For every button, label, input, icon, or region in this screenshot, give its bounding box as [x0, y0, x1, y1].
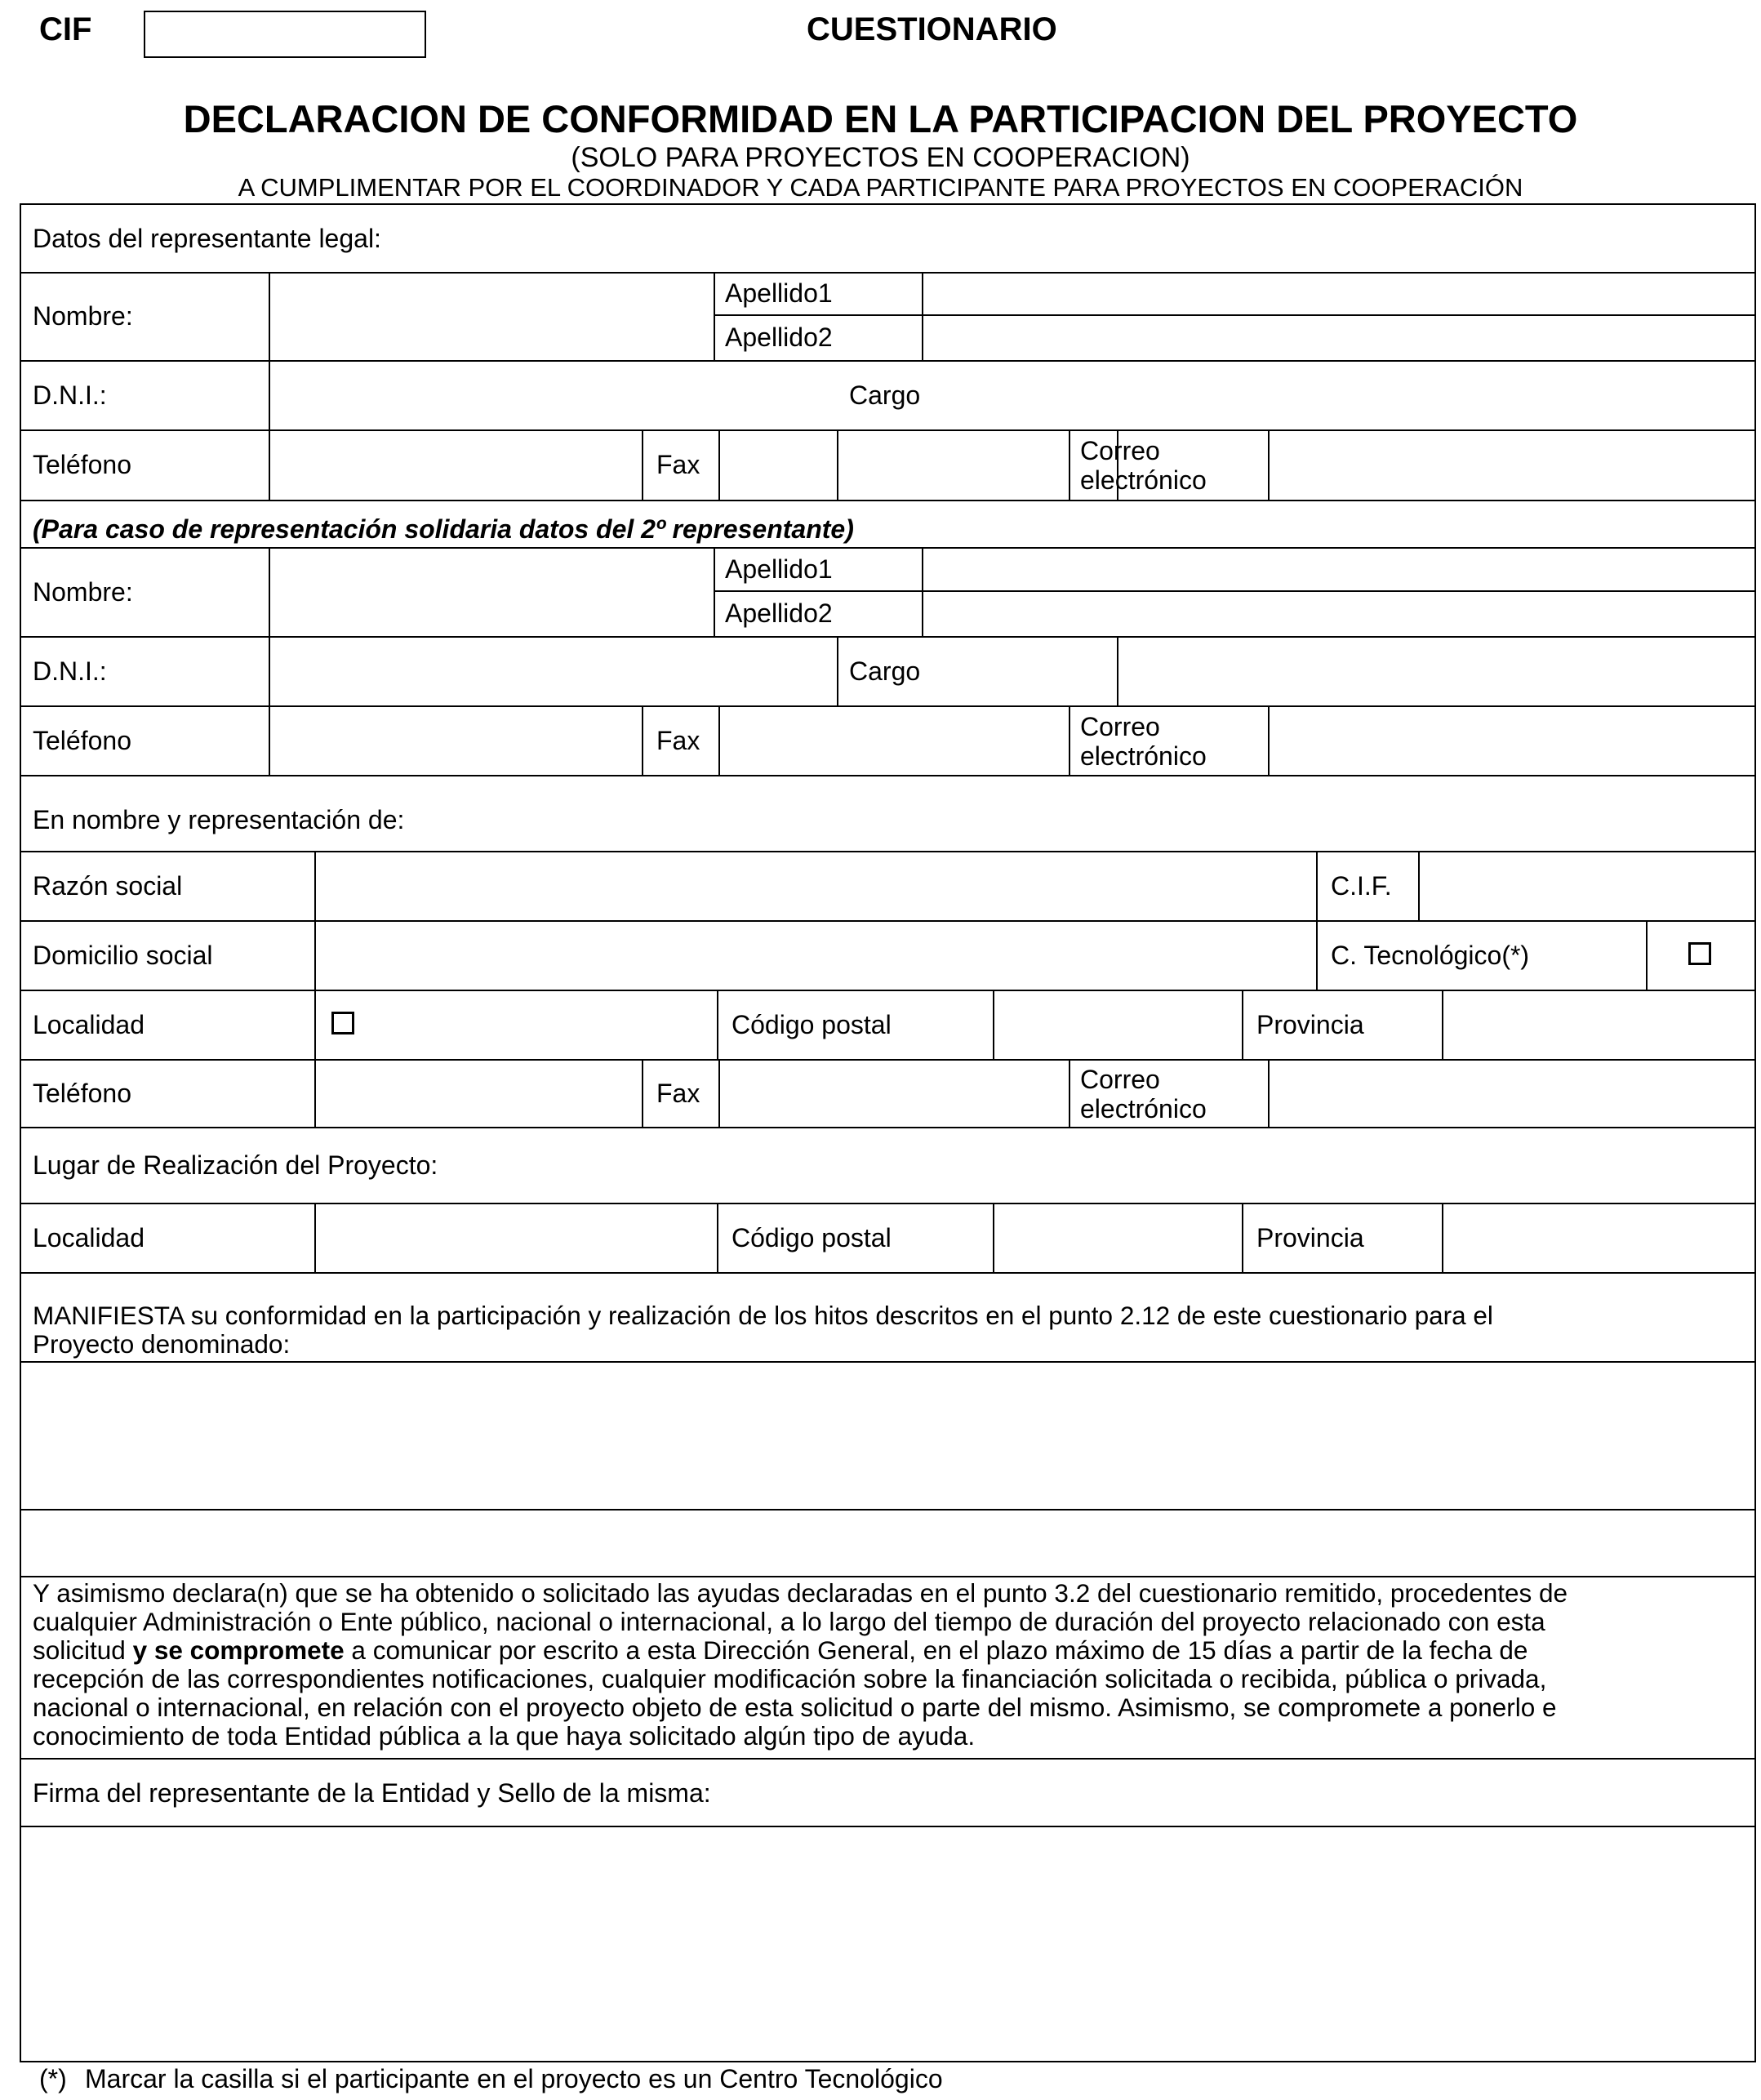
declaration-line-3 — [33, 1636, 1568, 1665]
c-tecnologico-checkbox[interactable] — [1688, 942, 1711, 965]
localidad-label: Localidad — [33, 1010, 145, 1039]
entity-correo-label-line2: electrónico — [1080, 1094, 1207, 1123]
location-codigo-postal-label: Código postal — [732, 1223, 892, 1252]
footnote-marker: (*) — [39, 2064, 67, 2093]
entity-cif-label: C.I.F. — [1331, 871, 1392, 901]
provincia-input[interactable] — [1443, 991, 1754, 1059]
cargo-input[interactable] — [1118, 362, 1754, 429]
cif-input[interactable] — [144, 11, 426, 58]
localidad-checkbox[interactable] — [331, 1012, 354, 1034]
second-correo-label-line2: electrónico — [1080, 741, 1207, 771]
second-cargo-input[interactable] — [1118, 638, 1754, 705]
location-codigo-postal-input[interactable] — [994, 1204, 1242, 1272]
signature-label: Firma del representante de la Entidad y Sello de la misma: — [33, 1778, 711, 1808]
location-localidad-label: Localidad — [33, 1223, 145, 1252]
email-input[interactable] — [1270, 431, 1754, 500]
declaration-line-6: conocimiento de toda Entidad pública a la que haya solicitado algún tipo de ayuda. — [33, 1721, 976, 1751]
second-apellido2-input[interactable] — [923, 592, 1754, 636]
codigo-postal-label: Código postal — [732, 1010, 892, 1039]
domicilio-social-label: Domicilio social — [33, 941, 213, 970]
c-tecnologico-label: C. Tecnológico(*) — [1331, 941, 1530, 970]
entity-section-label: En nombre y representación de: — [33, 805, 405, 834]
entity-telefono-input[interactable] — [316, 1061, 642, 1127]
signature-area[interactable] — [21, 1827, 1754, 2061]
manifiesta-text — [33, 1301, 1493, 1359]
correo-label-line2: electrónico — [1080, 465, 1207, 495]
cif-label: CIF — [39, 11, 92, 47]
declaration-line-4: recepción de las correspondientes notificaciones, cualquier modificación sobre la financiación solicitada o recibida, pública o privada, — [33, 1664, 1547, 1693]
page-subtitle: (SOLO PARA PROYECTOS EN COOPERACION) — [571, 142, 1190, 173]
provincia-label: Provincia — [1256, 1010, 1364, 1039]
cargo-label: Cargo — [849, 380, 921, 410]
page-instruction: A CUMPLIMENTAR POR EL COORDINADOR Y CADA PARTICIPANTE PARA PROYECTOS EN COOPERACIÓN — [238, 173, 1523, 202]
second-telefono-input[interactable] — [270, 707, 642, 775]
second-fax-label: Fax — [656, 726, 700, 755]
domicilio-social-input[interactable] — [316, 922, 1316, 990]
legal-rep-section-label: Datos del representante legal: — [33, 224, 381, 253]
codigo-postal-input[interactable] — [994, 991, 1242, 1059]
declaration-commitment: y se compromete — [132, 1635, 345, 1665]
doc-type-title: CUESTIONARIO — [807, 11, 1057, 47]
second-dni-input[interactable] — [270, 638, 837, 705]
entity-correo-label-line1: Correo — [1080, 1065, 1160, 1094]
apellido2-label: Apellido2 — [725, 323, 833, 352]
apellido2-input[interactable] — [923, 316, 1754, 360]
second-telefono-label: Teléfono — [33, 726, 131, 755]
location-localidad-input[interactable] — [316, 1204, 717, 1272]
razon-social-input[interactable] — [316, 852, 1316, 920]
declaration-text — [33, 1579, 1568, 1751]
apellido1-label: Apellido1 — [725, 278, 833, 308]
location-provincia-input[interactable] — [1443, 1204, 1754, 1272]
page-title: DECLARACION DE CONFORMIDAD EN LA PARTICIPACION DEL PROYECTO — [183, 97, 1578, 140]
declaration-line-2: cualquier Administración o Ente público, nacional o internacional, a lo largo del tiempo de duración del proyecto relacionado con esta — [33, 1607, 1545, 1636]
second-email-input[interactable] — [1270, 707, 1754, 775]
second-rep-section-label: (Para caso de representación solidaria datos del 2º representante) — [33, 514, 854, 544]
telefono-label: Teléfono — [33, 450, 131, 479]
apellido1-input[interactable] — [923, 274, 1754, 314]
nombre-label: Nombre: — [33, 301, 133, 331]
declaration-line-5: nacional o internacional, en relación con el proyecto objeto de esta solicitud o parte del mismo. Asimismo, se compromete a ponerlo e — [33, 1693, 1557, 1722]
declaration-line-3-pre: solicitud — [33, 1635, 133, 1665]
fax-label: Fax — [656, 450, 700, 479]
second-nombre-label: Nombre: — [33, 577, 133, 607]
second-apellido1-input[interactable] — [923, 549, 1754, 590]
footnote-text: Marcar la casilla si el participante en el proyecto es un Centro Tecnológico — [85, 2064, 943, 2093]
dni-label: D.N.I.: — [33, 380, 107, 410]
fax-input[interactable] — [720, 431, 1069, 500]
second-fax-input[interactable] — [720, 707, 1069, 775]
project-name-extra-input[interactable] — [21, 1510, 1754, 1576]
second-apellido2-label: Apellido2 — [725, 598, 833, 628]
location-provincia-label: Provincia — [1256, 1223, 1364, 1252]
entity-telefono-label: Teléfono — [33, 1079, 131, 1108]
declaration-line-1: Y asimismo declara(n) que se ha obtenido o solicitado las ayudas declaradas en el punto 3.2 del cuestionario remitido, procedentes de — [33, 1578, 1568, 1608]
manifiesta-line-1: MANIFIESTA su conformidad en la participación y realización de los hitos descritos en el punto 2.12 de este cuestionario para el — [33, 1301, 1493, 1330]
entity-cif-input[interactable] — [1420, 852, 1754, 920]
entity-fax-label: Fax — [656, 1079, 700, 1108]
declaration-line-3-post: a comunicar por escrito a esta Dirección General, en el plazo máximo de 15 días a partir de la fecha de — [344, 1635, 1528, 1665]
second-dni-label: D.N.I.: — [33, 656, 107, 686]
second-correo-label-line1: Correo — [1080, 712, 1160, 741]
project-name-input[interactable] — [21, 1363, 1754, 1509]
correo-label-line1: Correo — [1080, 436, 1160, 465]
second-cargo-label: Cargo — [849, 656, 921, 686]
localidad-input[interactable] — [363, 991, 717, 1059]
manifiesta-line-2: Proyecto denominado: — [33, 1329, 291, 1359]
dni-input[interactable] — [270, 362, 837, 429]
location-section-label: Lugar de Realización del Proyecto: — [33, 1150, 438, 1180]
telefono-input[interactable] — [270, 431, 642, 500]
entity-fax-input[interactable] — [720, 1061, 1069, 1127]
entity-email-input[interactable] — [1270, 1061, 1754, 1127]
razon-social-label: Razón social — [33, 871, 183, 901]
second-apellido1-label: Apellido1 — [725, 554, 833, 584]
